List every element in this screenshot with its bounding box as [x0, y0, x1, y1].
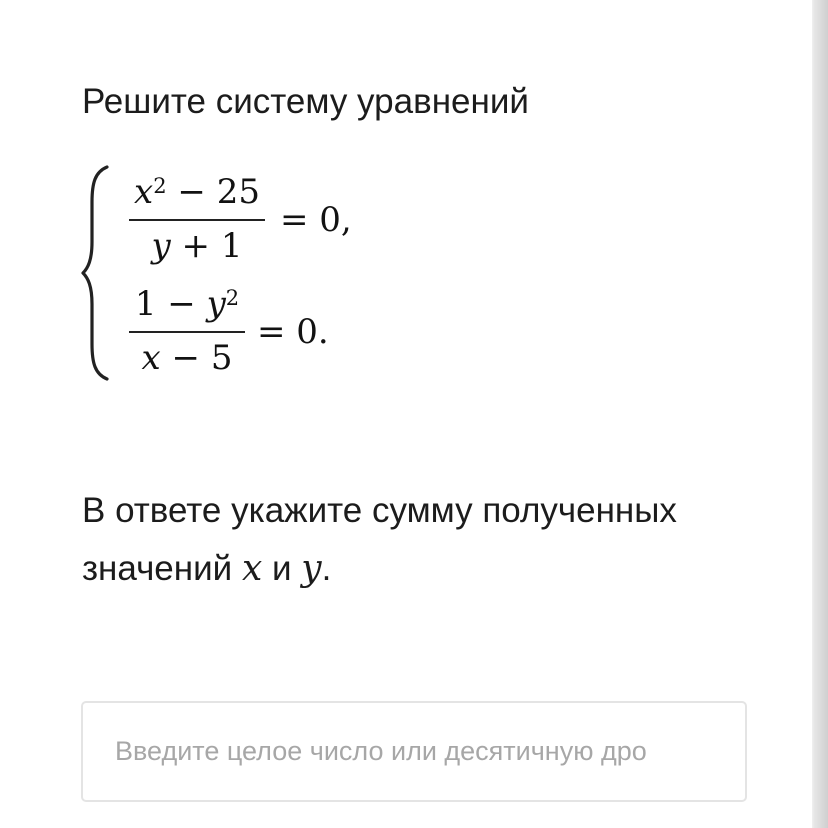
- task-title: Решите систему уравнений: [82, 82, 529, 121]
- right-edge-shadow: [812, 0, 828, 828]
- second-numerator: [129, 284, 245, 328]
- first-equation-result: = 0,: [280, 200, 352, 240]
- answer-instruction: [82, 482, 772, 598]
- answer-instruction-prefix: В ответе укажите сумму полученных значений: [82, 491, 677, 588]
- first-numerator-rest: − 25: [166, 172, 260, 212]
- second-denominator: [129, 338, 245, 378]
- answer-instruction-suffix: .: [321, 549, 332, 588]
- first-denominator-variable: y: [151, 226, 171, 266]
- answer-instruction-and: и: [271, 549, 292, 588]
- x-variable: x: [241, 548, 263, 589]
- second-denominator-variable: x: [141, 338, 161, 378]
- second-fraction: [129, 276, 245, 376]
- answer-input[interactable]: [81, 701, 747, 802]
- second-equation-result: = 0.: [257, 312, 329, 352]
- first-numerator-variable: x: [134, 172, 154, 212]
- second-numerator-variable: y: [206, 284, 226, 324]
- first-denominator-rest: + 1: [170, 226, 243, 266]
- first-numerator: [129, 172, 265, 216]
- first-fraction: [129, 164, 265, 264]
- y-variable: y: [301, 548, 322, 589]
- second-numerator-exponent: 2: [225, 286, 240, 310]
- second-fraction-bar: [129, 331, 245, 333]
- equation-system: [82, 164, 402, 394]
- system-brace-icon: [82, 164, 116, 382]
- first-numerator-exponent: 2: [153, 174, 167, 198]
- first-fraction-bar: [129, 219, 265, 221]
- second-numerator-start: 1 −: [134, 284, 207, 324]
- second-denominator-rest: − 5: [160, 338, 233, 378]
- first-denominator: [129, 226, 265, 266]
